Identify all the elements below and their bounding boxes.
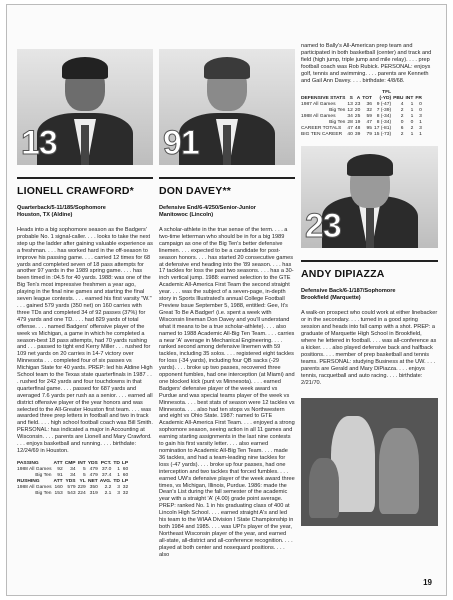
table-row: CAREER TOTALS 47 48 95 17 (-81) 6 2 3 xyxy=(301,126,422,132)
jersey-number: 91 xyxy=(163,124,199,162)
player-hometown: Houston, TX (Aldine) xyxy=(17,212,73,218)
player-position: Defensive Back/6-1/187/Sophomore xyxy=(301,288,396,295)
defensive-stats-table xyxy=(301,90,438,138)
program-page xyxy=(6,4,447,596)
player-bio: A walk-on prospect who could work at either linebacker or in the secondary. . . . turned in a good spring session and heads into fall camp with a shot. PREP: a graduate of Marquette High School in Brookfield, where he lettered in football. . . . was all-conference as a kicker. . . . also played defensive back and halfback positions. . . . member of prep basketball and tennis teams. PERSONAL: studying Business at the UW. . . . parents are Gerald and Mary DiPiazza. . . . enjoys tennis, racquetball and auto racing. . . . birthdate: 2/21/70. xyxy=(301,310,438,386)
column-three xyxy=(301,43,438,526)
table-group-header: TFL xyxy=(382,90,392,96)
player-position: Defensive End/6-4/250/Senior-Junior xyxy=(159,205,256,211)
player-photo xyxy=(17,49,153,165)
player-name: ANDY DIPIAZZA xyxy=(301,260,438,280)
player-photo xyxy=(301,146,438,248)
player-info xyxy=(301,288,438,302)
player-hometown: Brookfield (Marquette) xyxy=(301,295,361,302)
stats-table xyxy=(17,461,153,497)
jersey-number: 23 xyxy=(305,207,341,246)
table-row: Big Ten 153 543 224 319 2.1 3 32 xyxy=(35,490,129,496)
table-row: BIG TEN CAREER 40 39 79 15 (-73) 2 1 1 xyxy=(301,132,422,138)
jersey-number: 13 xyxy=(21,124,57,162)
table-row: 1987 All Games 13 23 36 9 (-47) 4 1 0 xyxy=(301,102,422,108)
table-header-row: RUSHING ATT YDS YL NET AVG. TD LP xyxy=(17,478,129,484)
player-bio: Heads into a big sophomore season as the Badgers' probable No. 1 signal-caller. . . . looks to take the next step up the ladder after gaining valuable experience as a freshman. . . . has worked hard in the off-season to improve his passing game. . . . carried 12 times for 68 yards and completed seven of 18 pass attempts for another 97 yards in the 1989 spring game. . . . has been timed in :04.5 for 40 yards. 1988: was one of the Big Ten's most impressive freshmen a year ago, playing in the final nine games and starting the final seven league contests. . . . earned his first varsity "W." . . . gained 579 yards (350 net) on 160 carries with three TDs and completed 34 of 92 passes (37%) for 479 yards and one TD. . . . had 829 yards of total offense. . . . named Badgers' offensive player of the week vs Michigan, a game in which he completed a season-best 18 pass attempts, had 70 yards rushing and . . . passed to tight end Kerry Miller . . . rushed for 109 net yards on 20 carries in 14-7 victory over Minnesota . . . completed four of six passes vs Michigan State for 40 yards. PREP: led his Aldine High School team to the Texas state quarterfinals in 1987 . . . rushed for 242 yards and four touchdowns in that quarterfinal game. . . . passed for 687 yards and averaged 7.6 yards per rush as a senior. . . . earned all district offensive player of the year honors and was selected to the All-Greater Houston first team. . . . was awarded three prep letters in football and two in track and field. . . . high school football coach was Bill Smith. PERSONAL: has indicated a major in Accounting at Wisconsin. . . . parents are Lionell and Mary Crawford. . . . enjoys basketball and running. . . . birthdate: 12/24/69 in Houston. xyxy=(17,227,153,454)
page-number: 19 xyxy=(423,578,432,587)
table-header-row: PASSING ATT CMP INT YDS PCT. TD LP xyxy=(17,460,129,466)
player-davey xyxy=(159,49,295,559)
player-bio-continued: named to Bally's All-American prep team and participated in both basketball (center) and track and field (high jump, triple jump and mile relay). . . . prep football coach was Rob Rubick. PERSONAL: enjoys golf, tennis and swimming. . . . parents are Kenneth and Gail Ann Davey. . . . birthdate: 4/8/68. xyxy=(301,43,432,84)
table-row: 1988 All Games 34 25 59 8 (-34) 2 1 3 xyxy=(301,114,422,120)
table-row: 1988 All Games 160 579 229 350 2.2 3 32 xyxy=(17,484,129,490)
player-hometown: Manitowoc (Lincoln) xyxy=(159,212,214,218)
action-photo xyxy=(301,398,438,526)
player-crawford xyxy=(17,49,153,497)
player-name: LIONELL CRAWFORD* xyxy=(17,177,153,197)
table-header-row: DEFENSIVE STATS S A TOT (-YD) PBU INT FR xyxy=(301,96,422,102)
player-photo xyxy=(159,49,295,165)
table-row: Big Ten 91 34 5 479 37.4 1 60 xyxy=(35,472,129,478)
table-row: 1988 All Games 92 34 5 479 37.0 1 60 xyxy=(17,466,129,472)
table-row: Big Ten 28 19 47 8 (-34) 0 0 1 xyxy=(329,120,422,126)
player-position: Quarterback/5-11/185/Sophomore xyxy=(17,205,106,211)
player-info xyxy=(17,205,153,219)
player-name: DON DAVEY** xyxy=(159,177,295,197)
table-row: Big Ten 12 20 32 7 (-39) 2 1 0 xyxy=(329,108,422,114)
player-bio: A scholar-athlete in the true sense of the term. . . . a two-time letterman who should be in for a big 1989 campaign as one of the Big Ten's better defensive linemen. . . . expected to be a candidate for post-season honors. . . . has started 20 consecutive games at defensive end heading into the '89 season. . . . has 17 tackles for loss the past two seasons. . . . has a 30-inch vertical jump. 1988: earned selection to the GTE Academic All-America First Team the second straight year. . . . was the subject of a seven-page, in-depth story in Sports Illustrated's annual College Football Preview Issue September 5, 1988, entitled: Gee, It's Great To Be A Badger! (i.e. spent a week with Wisconsin lineman Don Davey and you'll understand what it means to be a true scholar-athlete). . . . also named to 1988 Academic All-Big Ten Team. . . . carries a near 'A' average in Mechanical Engineering. . . . ranked second among defensive linemen with 59 tackles, including 35 solos. . . . registered eight tackles for loss (-34 yards), including four QB sacks (-29 yards). . . . broke up two passes, recovered three opponent fumbles, had one interception (at Miami) and one blocked kick (punt vs Minnesota). . . . earned Badgers' defensive player of the week award vs Purdue and was special teams player of the week vs Minnesota. . . . best stats of season were 12 tackles vs Minnesota. . . . also had ten stops vs Northwestern and eight vs Ohio State. 1987: named to GTE Academic All-America First Team. . . . enjoyed a strong sophomore season, seeing action in all 11 games and earning starting assignments in the last nine contests to gain his first varsity letter. . . . also earned nomination to Academic All-Big Ten Team. . . . made 36 tackles, and had a team-leading nine tackles for loss (-47 yards). . . . broke up four passes, had one interception and two tackles that forced fumbles. . . . earned UW's defensive player of the week award three times, vs Michigan, Illinois, Purdue. 1986: made the Dean's List during the fall semester of the academic year with a straight 'A' (4.00) grade point average. PREP: ranked No. 1 in his graduating class of 400 at Lincoln High School. . . . earned straight A's and led his team to the WIAA Division I State Championship in both 1984 and 1985. . . . was UPI's player of the year, Northeast Wisconsin player of the year, and earned all-state, all-district and all-conference recognition. . . . played at both center and nosequard positions. . . . also xyxy=(159,227,295,558)
player-info xyxy=(159,205,295,219)
